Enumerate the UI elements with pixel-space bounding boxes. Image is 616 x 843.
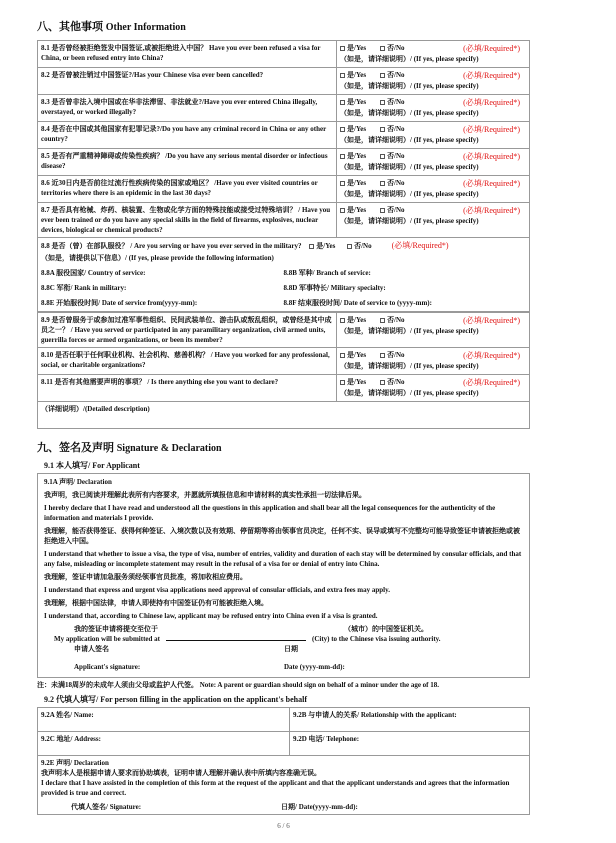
provide-info: （如是，请提供以下信息）/ (If yes, please provide the following information): [41, 254, 274, 262]
checkbox-icon: [380, 380, 385, 385]
question-text: 8.9 是否曾服务于或参加过准军事性组织、民间武装单位、游击队或叛乱组织，或曾经是其中成员之一？ / Have you served or participated in any paramilitary organization, civil armed units, guerrilla forces or armed organizations, or been its member?: [38, 313, 337, 348]
required-label: (必填/Required*): [463, 179, 520, 188]
agent-date-field[interactable]: 日期/ Date(yyyy-mm-dd):: [281, 803, 358, 811]
yes-checkbox[interactable]: [340, 351, 366, 359]
other-info-table: [37, 40, 530, 312]
page: [37, 0, 530, 843]
military-field[interactable]: 8.8A 服役国家/ Country of service:: [41, 269, 146, 277]
specify-label: （如是，请详细说明）/ (If yes, please specify): [340, 217, 479, 225]
question-row: [38, 68, 530, 95]
checkbox-icon: [340, 127, 345, 132]
yes-label: 是/Yes: [347, 179, 367, 187]
checkbox-icon: [380, 181, 385, 186]
declaration-paragraph: I understand that whether to issue a visa, the type of visa, number of entries, validity and duration of each stay will be determined by consular officials, and that any false, misleading or incomplete statement may result in the refusal of a visa for or denial of entry into China.: [44, 550, 522, 568]
checkbox-icon: [340, 318, 345, 323]
agent-address-field[interactable]: 9.2C 地址/ Address:: [38, 732, 290, 756]
yes-checkbox[interactable]: [340, 316, 366, 324]
yes-checkbox[interactable]: [340, 98, 366, 106]
answer-cell: [337, 313, 530, 348]
applicant-date-field[interactable]: Date (yyyy-mm-dd):: [284, 663, 345, 671]
specify-label: （如是，请详细说明）/ (If yes, please specify): [340, 362, 479, 370]
yes-checkbox[interactable]: [340, 378, 366, 386]
checkbox-icon: [340, 73, 345, 78]
required-label: (必填/Required*): [391, 241, 449, 250]
agent-declaration-en: I declare that I have assisted in the completion of this form at the request of the applicant and that the applicant understands and agrees that the information provided is true and correct.: [41, 779, 510, 797]
yes-label: 是/Yes: [347, 125, 367, 133]
question-row: [38, 348, 530, 375]
question-row: [38, 149, 530, 176]
checkbox-icon: [340, 46, 345, 51]
agent-declaration-title: 9.2E 声明/ Declaration: [41, 759, 109, 767]
no-checkbox[interactable]: [380, 152, 405, 160]
checkbox-icon: [340, 353, 345, 358]
signature-cn: 申请人签名: [74, 645, 109, 653]
title-cn: 八、其他事项: [37, 21, 103, 33]
title-cn: 九、签名及声明: [37, 442, 114, 454]
no-label: 否/No: [387, 44, 405, 52]
specify-label: （如是，请详细说明）/ (If yes, please specify): [340, 136, 479, 144]
checkbox-icon: [340, 208, 345, 213]
checkbox-icon: [380, 73, 385, 78]
no-checkbox[interactable]: [380, 351, 405, 359]
answer-cell: [337, 203, 530, 238]
question-row: [38, 176, 530, 203]
question-text: 8.11 是否有其他需要声明的事项？ / Is there anything else you want to declare?: [38, 375, 337, 402]
military-question: 8.8 是否（曾）在部队服役？ / Are you serving or have you ever served in the military?: [41, 242, 302, 250]
military-field[interactable]: 8.8C 军衔/ Rank in military:: [41, 284, 127, 292]
for-agent-heading: 9.2 代填人填写/ For person filling in the application on the applicant's behalf: [44, 695, 307, 704]
other-info-table-2: [37, 312, 530, 429]
declaration-paragraph: 我声明，我已阅读并理解此表所有内容要求，并愿就所填报信息和申请材料的真实性承担一切法律后果。: [44, 491, 366, 499]
checkbox-icon: [340, 181, 345, 186]
yes-checkbox[interactable]: [340, 125, 366, 133]
answer-cell: [337, 149, 530, 176]
title-en: Signature & Declaration: [116, 443, 222, 454]
declaration-paragraph: 我理解，根据中国法律，申请人即使持有中国签证仍有可能被拒绝入境。: [44, 599, 268, 607]
checkbox-icon: [380, 46, 385, 51]
no-label: 否/No: [387, 98, 405, 106]
yes-label: 是/Yes: [347, 316, 367, 324]
agent-relationship-field[interactable]: 9.2B 与申请人的关系/ Relationship with the applicant:: [290, 708, 530, 732]
question-text: 8.5 是否有严重精神障碍或传染性疾病？ /Do you have any serious mental disorder or infectious disease?: [38, 149, 337, 176]
yes-label: 是/Yes: [347, 44, 367, 52]
checkbox-icon: [380, 353, 385, 358]
checkbox-icon: [340, 154, 345, 159]
yes-checkbox[interactable]: [340, 152, 366, 160]
required-label: (必填/Required*): [463, 316, 520, 325]
answer-cell: [337, 348, 530, 375]
answer-cell: [337, 375, 530, 402]
specify-label: （如是，请详细说明）/ (If yes, please specify): [340, 163, 479, 171]
no-label: 否/No: [387, 316, 405, 324]
specify-label: （如是，请详细说明）/ (If yes, please specify): [340, 190, 479, 198]
agent-signature-field[interactable]: 代填人签名/ Signature:: [71, 803, 142, 811]
city-input[interactable]: [166, 640, 306, 641]
agent-declaration-cn: 我声明本人是根据申请人要求而协助填表，证明申请人理解并确认表中所填内容准确无误。: [41, 769, 321, 777]
checkbox-icon: [340, 100, 345, 105]
minor-note: 注：未满18周岁的未成年人须由父母或监护人代签。 Note: A parent or guardian should sign on behalf of a minor under the age of 18.: [37, 681, 440, 689]
question-row: [38, 95, 530, 122]
military-field[interactable]: 8.8F 结束服役时间/ Date of service to (yyyy-mm):: [283, 299, 432, 307]
question-text: 8.1 是否曾经被拒绝签发中国签证,或被拒绝进入中国？ Have you ever been refused a visa for China, or been refused entry into China?: [38, 41, 337, 68]
question-text: 8.6 近30日内是否前往过流行性疾病传染的国家或地区？ /Have you ever visited countries or territories where there is an epidemic in the last 30 days?: [38, 176, 337, 203]
yes-label: 是/Yes: [316, 242, 336, 250]
question-row: [38, 203, 530, 238]
for-applicant-heading: 9.1 本人填写/ For Applicant: [44, 461, 140, 470]
city-en: (City) to the Chinese visa issuing authority.: [311, 635, 441, 643]
question-text: 8.4 是否在中国或其他国家有犯罪记录?/Do you have any criminal record in China or any other country?: [38, 122, 337, 149]
yes-label: 是/Yes: [347, 351, 367, 359]
military-field[interactable]: 8.8E 开始服役时间/ Date of service from(yyyy-mm):: [41, 299, 198, 307]
question-row: [38, 41, 530, 68]
specify-label: （如是，请详细说明）/ (If yes, please specify): [340, 55, 479, 63]
page-number: 6 / 6: [277, 822, 290, 830]
answer-cell: [337, 176, 530, 203]
required-label: (必填/Required*): [463, 351, 520, 360]
section-8-title: [37, 20, 530, 35]
yes-label: 是/Yes: [347, 206, 367, 214]
no-label: 否/No: [387, 179, 405, 187]
specify-label: （如是，请详细说明）/ (If yes, please specify): [340, 82, 479, 90]
yes-checkbox[interactable]: [340, 179, 366, 187]
no-checkbox[interactable]: [380, 44, 405, 52]
checkbox-icon: [380, 154, 385, 159]
answer-cell: [337, 95, 530, 122]
required-label: (必填/Required*): [463, 378, 520, 387]
specify-label: （如是，请详细说明）/ (If yes, please specify): [340, 389, 479, 397]
declaration-paragraph: I understand that express and urgent visa applications need approval of consular officials, and extra fees may apply.: [44, 586, 390, 594]
no-label: 否/No: [387, 206, 405, 214]
checkbox-icon: [380, 100, 385, 105]
no-checkbox[interactable]: [380, 179, 405, 187]
yes-checkbox[interactable]: [340, 71, 366, 79]
military-field[interactable]: 8.8B 军种/ Branch of service:: [283, 269, 371, 277]
yes-label: 是/Yes: [347, 152, 367, 160]
declaration-title: 9.1A 声明/ Declaration: [44, 478, 112, 486]
no-checkbox[interactable]: [380, 98, 405, 106]
yes-label: 是/Yes: [347, 71, 367, 79]
applicant-declaration-box: [37, 473, 530, 678]
question-row: [38, 375, 530, 402]
submit-en: My application will be submitted at: [54, 635, 160, 643]
required-label: (必填/Required*): [463, 98, 520, 107]
required-label: (必填/Required*): [463, 206, 520, 215]
answer-cell: [337, 68, 530, 95]
no-checkbox[interactable]: [380, 378, 405, 386]
military-row: [38, 238, 530, 312]
city-cn: （城市）的中国签证机关。: [344, 625, 428, 633]
question-text: 8.10 是否任职于任何职业机构、社会机构、慈善机构？ / Have you worked for any professional, social, or charitable organizations?: [38, 348, 337, 375]
checkbox-icon: [380, 208, 385, 213]
no-label: 否/No: [387, 125, 405, 133]
question-text: 8.2 是否曾被注销过中国签证?/Has your Chinese visa ever been cancelled?: [38, 68, 337, 95]
checkbox-icon: [340, 380, 345, 385]
no-checkbox[interactable]: [380, 125, 405, 133]
no-label: 否/No: [354, 242, 372, 250]
no-checkbox[interactable]: [380, 316, 405, 324]
question-row: [38, 122, 530, 149]
agent-name-field[interactable]: 9.2A 姓名/ Name:: [38, 708, 290, 732]
specify-label: （如是，请详细说明）/ (If yes, please specify): [340, 109, 479, 117]
answer-cell: [337, 122, 530, 149]
required-label: (必填/Required*): [463, 152, 520, 161]
question-row: [38, 313, 530, 348]
declaration-paragraph: 我理解，能否获得签证、获得何种签证、入境次数以及有效期、停留期等将由领事官员决定，任何不实、误导或填写不完整均可能导致签证申请被拒绝或被拒绝进入中国。: [44, 527, 520, 545]
date-cn: 日期: [284, 645, 298, 653]
required-label: (必填/Required*): [463, 71, 520, 80]
applicant-signature-field[interactable]: Applicant's signature:: [74, 663, 141, 671]
no-label: 否/No: [387, 71, 405, 79]
title-en: Other Information: [105, 22, 186, 33]
declaration-paragraph: I hereby declare that I have read and understood all the questions in this application and shall bear all the legal consequences for the authenticity of the information and materials I provide.: [44, 504, 496, 522]
declaration-paragraph: I understand that, according to Chinese law, applicant may be refused entry into China even if a visa is granted.: [44, 612, 378, 620]
no-label: 否/No: [387, 351, 405, 359]
declaration-paragraph: 我理解，签证申请加急服务须经领事官员批准，将加收相应费用。: [44, 573, 247, 581]
no-label: 否/No: [387, 378, 405, 386]
yes-label: 是/Yes: [347, 98, 367, 106]
no-checkbox[interactable]: [380, 206, 405, 214]
section-9-title: [37, 441, 530, 456]
military-field[interactable]: 8.8D 军事特长/ Military specialty:: [283, 284, 386, 292]
no-checkbox[interactable]: [380, 71, 405, 79]
specify-label: （如是，请详细说明）/ (If yes, please specify): [340, 327, 479, 335]
yes-checkbox[interactable]: [340, 44, 366, 52]
required-label: (必填/Required*): [463, 44, 520, 53]
agent-telephone-field[interactable]: 9.2D 电话/ Telephone:: [290, 732, 530, 756]
submit-cn: 我的签证申请将提交至位于: [74, 625, 158, 633]
checkbox-icon: [380, 318, 385, 323]
checkbox-icon: [309, 244, 314, 249]
checkbox-icon: [380, 127, 385, 132]
question-text: 8.7 是否具有枪械、炸药、核装置、生物或化学方面的特殊技能或接受过特殊培训？ / Have you ever been trained or do you have any special skills in the field of firearms, explosives, nuclear devices, biological or chemical products?: [38, 203, 337, 238]
answer-cell: [337, 41, 530, 68]
checkbox-icon: [347, 244, 352, 249]
no-label: 否/No: [387, 152, 405, 160]
no-checkbox[interactable]: [347, 242, 372, 250]
question-text: 8.3 是否曾非法入境中国或在华非法滞留、非法就业?/Have you ever entered China illegally, overstayed, or worked illegally?: [38, 95, 337, 122]
yes-checkbox[interactable]: [309, 242, 335, 250]
yes-label: 是/Yes: [347, 378, 367, 386]
agent-table: [37, 707, 530, 815]
yes-checkbox[interactable]: [340, 206, 366, 214]
required-label: (必填/Required*): [463, 125, 520, 134]
detailed-description-field[interactable]: （详细说明）/(Detailed description): [38, 402, 530, 429]
